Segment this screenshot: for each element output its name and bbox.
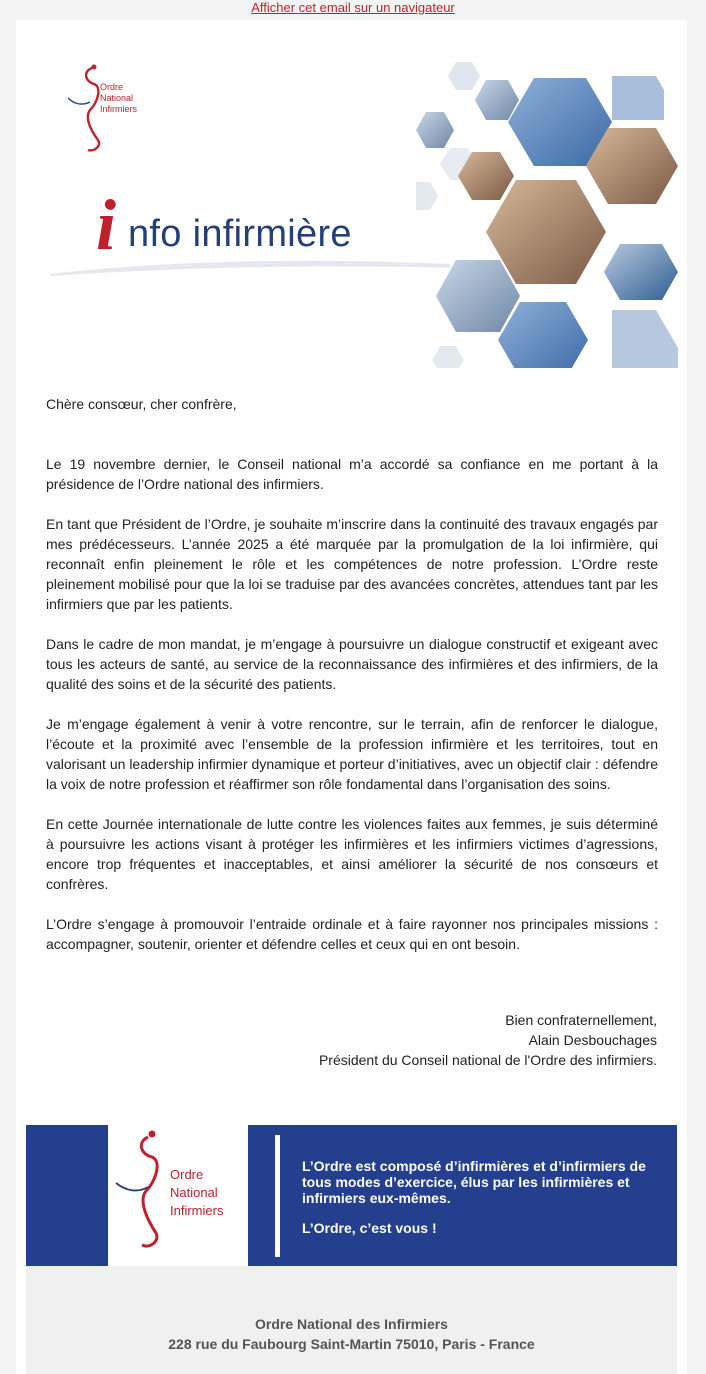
letter-body [46,394,658,974]
ordre-banner[interactable] [26,1125,677,1266]
title-letter-i: i [96,185,117,265]
logo-word-1: Ordre [100,82,124,92]
hex-photo-small-1 [416,112,454,148]
banner-logo-word-2: National [170,1185,218,1200]
logo-word-2: National [100,93,134,103]
letter-paragraph: Le 19 novembre dernier, le Conseil national m’a accordé sa confiance en me portant à la présidence de l’Ordre national des infirmiers. [46,456,658,492]
letter-paragraph: En tant que Président de l’Ordre, je souhaite m’inscrire dans la continuité des travaux engagés par mes prédécesseurs. L’année 2025 a été marquée par la promulgation de la loi infirmière, qui reconnaît enfin pleinement le rôle et les compétences de notre profession. L’Ordre reste pleinement mobilisé pour que la loi se traduise par des avancées concrètes, attendues tant par les infirmiers que par les patients. [46,516,658,612]
nurses-photo-collage [416,48,678,368]
letter-paragraph: Je m’engage également à venir à votre rencontre, sur le terrain, afin de renforcer le dialogue, l’écoute et la proximité avec l’ensemble de la profession infirmière et les territoires, tout en valorisant un leadership infirmier dynamique et porteur d’initiatives, avec un objectif clair : défendre la voix de notre profession et réaffirmer son rôle fondamental dans l’organisation des soins. [46,716,658,792]
hex-photo-consultation [436,260,520,332]
banner-slogan: L’Ordre, c’est vous ! [302,1220,437,1236]
banner-logo-word-3: Infirmiers [170,1203,224,1218]
hex-decor-6 [432,346,464,368]
ordre-logo[interactable] [64,62,154,157]
view-in-browser-link[interactable]: Afficher cet email sur un navigateur [251,0,455,15]
footer-org-name: Ordre National des Infirmiers [255,1316,448,1332]
banner-logo-figure [141,1137,157,1246]
email-footer [26,1266,677,1374]
letter-paragraph: L’Ordre s’engage à promouvoir l’entraide ordinale et à faire rayonner nos principales missions : accompagner, soutenir, orienter et défendre celles et ceux qui en ont besoin. [46,916,658,952]
logo-figure-stroke [86,68,99,150]
hex-decor-5 [612,310,678,368]
hex-photo-child-care [498,302,588,368]
banner-divider [275,1135,280,1257]
banner-logo [108,1125,248,1266]
footer-address-block [26,1314,677,1354]
footer-address: 228 rue du Faubourg Saint-Martin 75010, Paris - France [168,1336,535,1352]
letter-greeting: Chère consœur, cher confrère, [46,396,237,412]
signer-title: Président du Conseil national de l'Ordre des infirmiers. [318,1052,657,1068]
banner-logo-mark [108,1125,248,1266]
logo-blue-stroke [68,98,90,104]
email-card [16,20,687,1374]
hex-photo-nurse-standing [475,80,519,120]
signer-name: Alain Desbouchages [528,1032,657,1048]
title-word: nfo infirmière [128,213,352,255]
logo-head [92,65,97,70]
logo-word-3: Infirmiers [100,104,138,114]
signature-block [319,1010,657,1070]
banner-logo-head [149,1131,156,1138]
hex-decor-1 [448,62,480,90]
title-underline-swoosh [50,252,450,282]
hex-photo-icu-nurse [604,244,678,300]
banner-text [302,1158,662,1236]
ordre-logo-mark [64,62,154,157]
hex-decor-4 [416,182,438,210]
letter-paragraph: En cette Journée internationale de lutte contre les violences faites aux femmes, je suis déterminé à poursuivre les actions visant à protéger les infirmières et les infirmiers victimes d’agressions, encore trop fréquentes et inacceptables, et ainsi améliorer la sécurité de nos consœurs et confrères. [46,816,658,892]
closing-line: Bien confraternellement, [505,1012,657,1028]
letter-paragraph: Dans le cadre de mon mandat, je m’engage à poursuivre un dialogue constructif et exigeant avec tous les acteurs de santé, au service de la reconnaissance des infirmières et des infirmiers, de la qualité des soins et de la sécurité des patients. [46,636,658,692]
banner-statement: L’Ordre est composé d’infirmières et d’infirmiers de tous modes d’exercice, élus par les infirmières et infirmiers eux-mêmes. [302,1158,646,1206]
hex-decor-2 [612,76,664,120]
banner-logo-blue-stroke [116,1183,148,1190]
banner-logo-word-1: Ordre [170,1167,204,1182]
